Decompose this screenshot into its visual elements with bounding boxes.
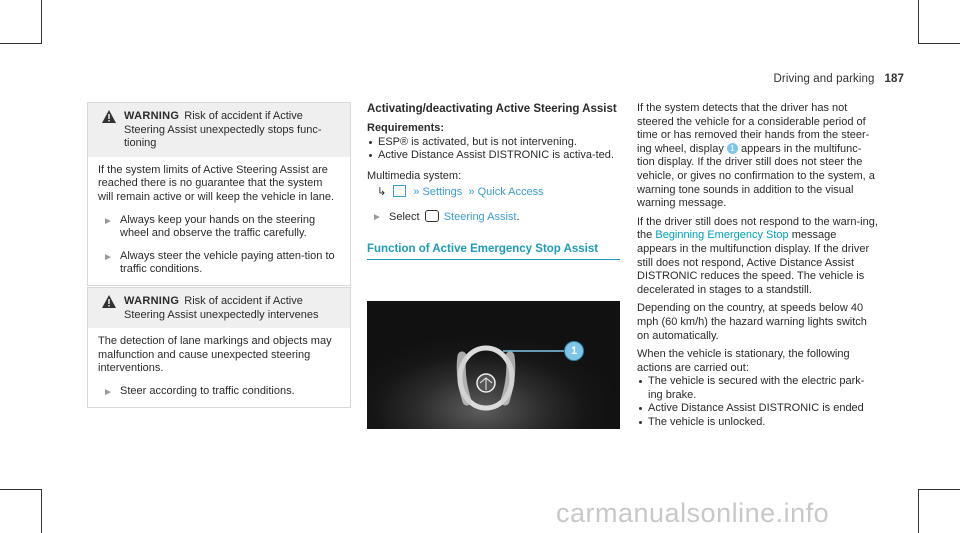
list-item: The vehicle is unlocked.: [637, 416, 879, 430]
callout-1: 1: [564, 341, 584, 361]
middle-column: [367, 102, 622, 260]
return-arrow-icon: ↳: [377, 186, 387, 199]
warning-text: If the system limits of Active Steering Assist are reached there is no guarantee that the system will remain active or will keep the vehicle in lane.: [98, 163, 334, 203]
section-heading: Activating/deactivating Active Steering Assist: [367, 103, 617, 115]
warning-triangle-icon: [102, 110, 116, 123]
home-icon: [393, 185, 406, 197]
watermark: carmanualsonline.info: [556, 498, 830, 528]
crop-mark: [918, 489, 919, 533]
warning-header: [88, 103, 350, 157]
select-label: Select: [389, 210, 420, 223]
message-link: Beginning Emergency Stop: [655, 229, 789, 242]
quick-access-link: Quick Access: [477, 186, 544, 199]
warning-triangle-icon: [102, 295, 116, 308]
crop-mark: [918, 0, 919, 44]
paragraph: [637, 102, 879, 211]
right-column: [637, 102, 879, 430]
paragraph: When the vehicle is stationary, the following actions are carried out:: [637, 348, 850, 374]
section-title: Driving and parking: [773, 73, 875, 85]
crop-mark: [41, 0, 42, 44]
steering-assist-link: Steering Assist: [443, 210, 517, 223]
paragraph-text: If the system detects that the driver has not steered the vehicle for a considerable period of time or has removed their hands from the steer-ing wheel, display: [637, 102, 870, 155]
requirement-item: Active Distance Assist DISTRONIC is activa-ted.: [367, 149, 622, 163]
list-item: Active Distance Assist DISTRONIC is ended: [637, 402, 879, 416]
callout-1: 1: [727, 143, 738, 154]
paragraph-text: If the driver still does not respond to the warn-ing, the: [637, 215, 878, 242]
instruction-step: [98, 385, 340, 399]
warning-header: [88, 288, 350, 328]
chevron-icon: »: [465, 186, 475, 199]
page-number: 187: [884, 73, 904, 85]
crop-mark: [0, 489, 42, 490]
menu-path: [367, 185, 622, 200]
paragraph-text: appears in the multifunc-tion display. If the driver still does not steer the vehicle, or gives no confirmation to the system, a warning tone sounds in addition to the visual warning message.: [637, 142, 875, 210]
crop-mark: [918, 43, 960, 44]
warning-label: WARNING: [124, 295, 180, 307]
warning-title: Risk of accident if Active Steering Assist unexpectedly intervenes: [124, 295, 319, 321]
arrow-icon: ►: [372, 211, 382, 223]
warning-text: The detection of lane markings and objects may malfunction and cause unexpected steering interventions.: [98, 335, 332, 375]
instruction-step: [98, 250, 340, 277]
step-text: Always keep your hands on the steering wheel and observe the traffic carefully.: [120, 213, 316, 240]
list-item: The vehicle is secured with the electric park-ing brake.: [637, 375, 879, 402]
arrow-icon: ►: [103, 386, 113, 398]
steering-wheel-icon: [367, 301, 620, 429]
chevron-icon: »: [413, 186, 420, 199]
crop-mark: [41, 489, 42, 533]
paragraph: Depending on the country, at speeds below 40 mph (60 km/h) the hazard warning lights switch on automatically.: [637, 302, 867, 342]
crop-mark: [918, 489, 960, 490]
step-text: Always steer the vehicle paying atten-tion to traffic conditions.: [120, 249, 335, 276]
crop-mark: [0, 43, 42, 44]
arrow-icon: ►: [103, 251, 113, 263]
step-text: Steer according to traffic conditions.: [120, 384, 295, 397]
subsection-heading: [367, 243, 620, 261]
warning-box: [87, 102, 351, 286]
steering-wheel-illustration: [367, 301, 620, 429]
requirements-label: Requirements:: [367, 122, 445, 134]
paragraph: [637, 216, 879, 298]
warning-label: WARNING: [124, 110, 180, 122]
warning-title: Risk of accident if Active Steering Assist unexpectedly stops func-tioning: [124, 110, 322, 150]
warning-box: [87, 287, 351, 408]
instruction-step: [98, 214, 340, 241]
arrow-icon: ►: [103, 215, 113, 227]
subsection-heading-text: Function of Active Emergency Stop Assist: [367, 242, 599, 255]
settings-link: Settings: [422, 186, 463, 199]
page-header: [774, 73, 904, 85]
paragraph-text: message appears in the multifunction display. If the driver still does not respond, Active Distance Assist DISTRONIC reduces the speed. The vehicle is decelerated in stages to a standstill.: [637, 229, 870, 296]
instruction-step: ► Select Steering Assist.: [372, 210, 520, 223]
requirement-item: ESP® is activated, but is not intervening.: [367, 136, 622, 150]
steering-wheel-icon: [425, 210, 439, 222]
multimedia-label: Multimedia system:: [367, 169, 462, 182]
